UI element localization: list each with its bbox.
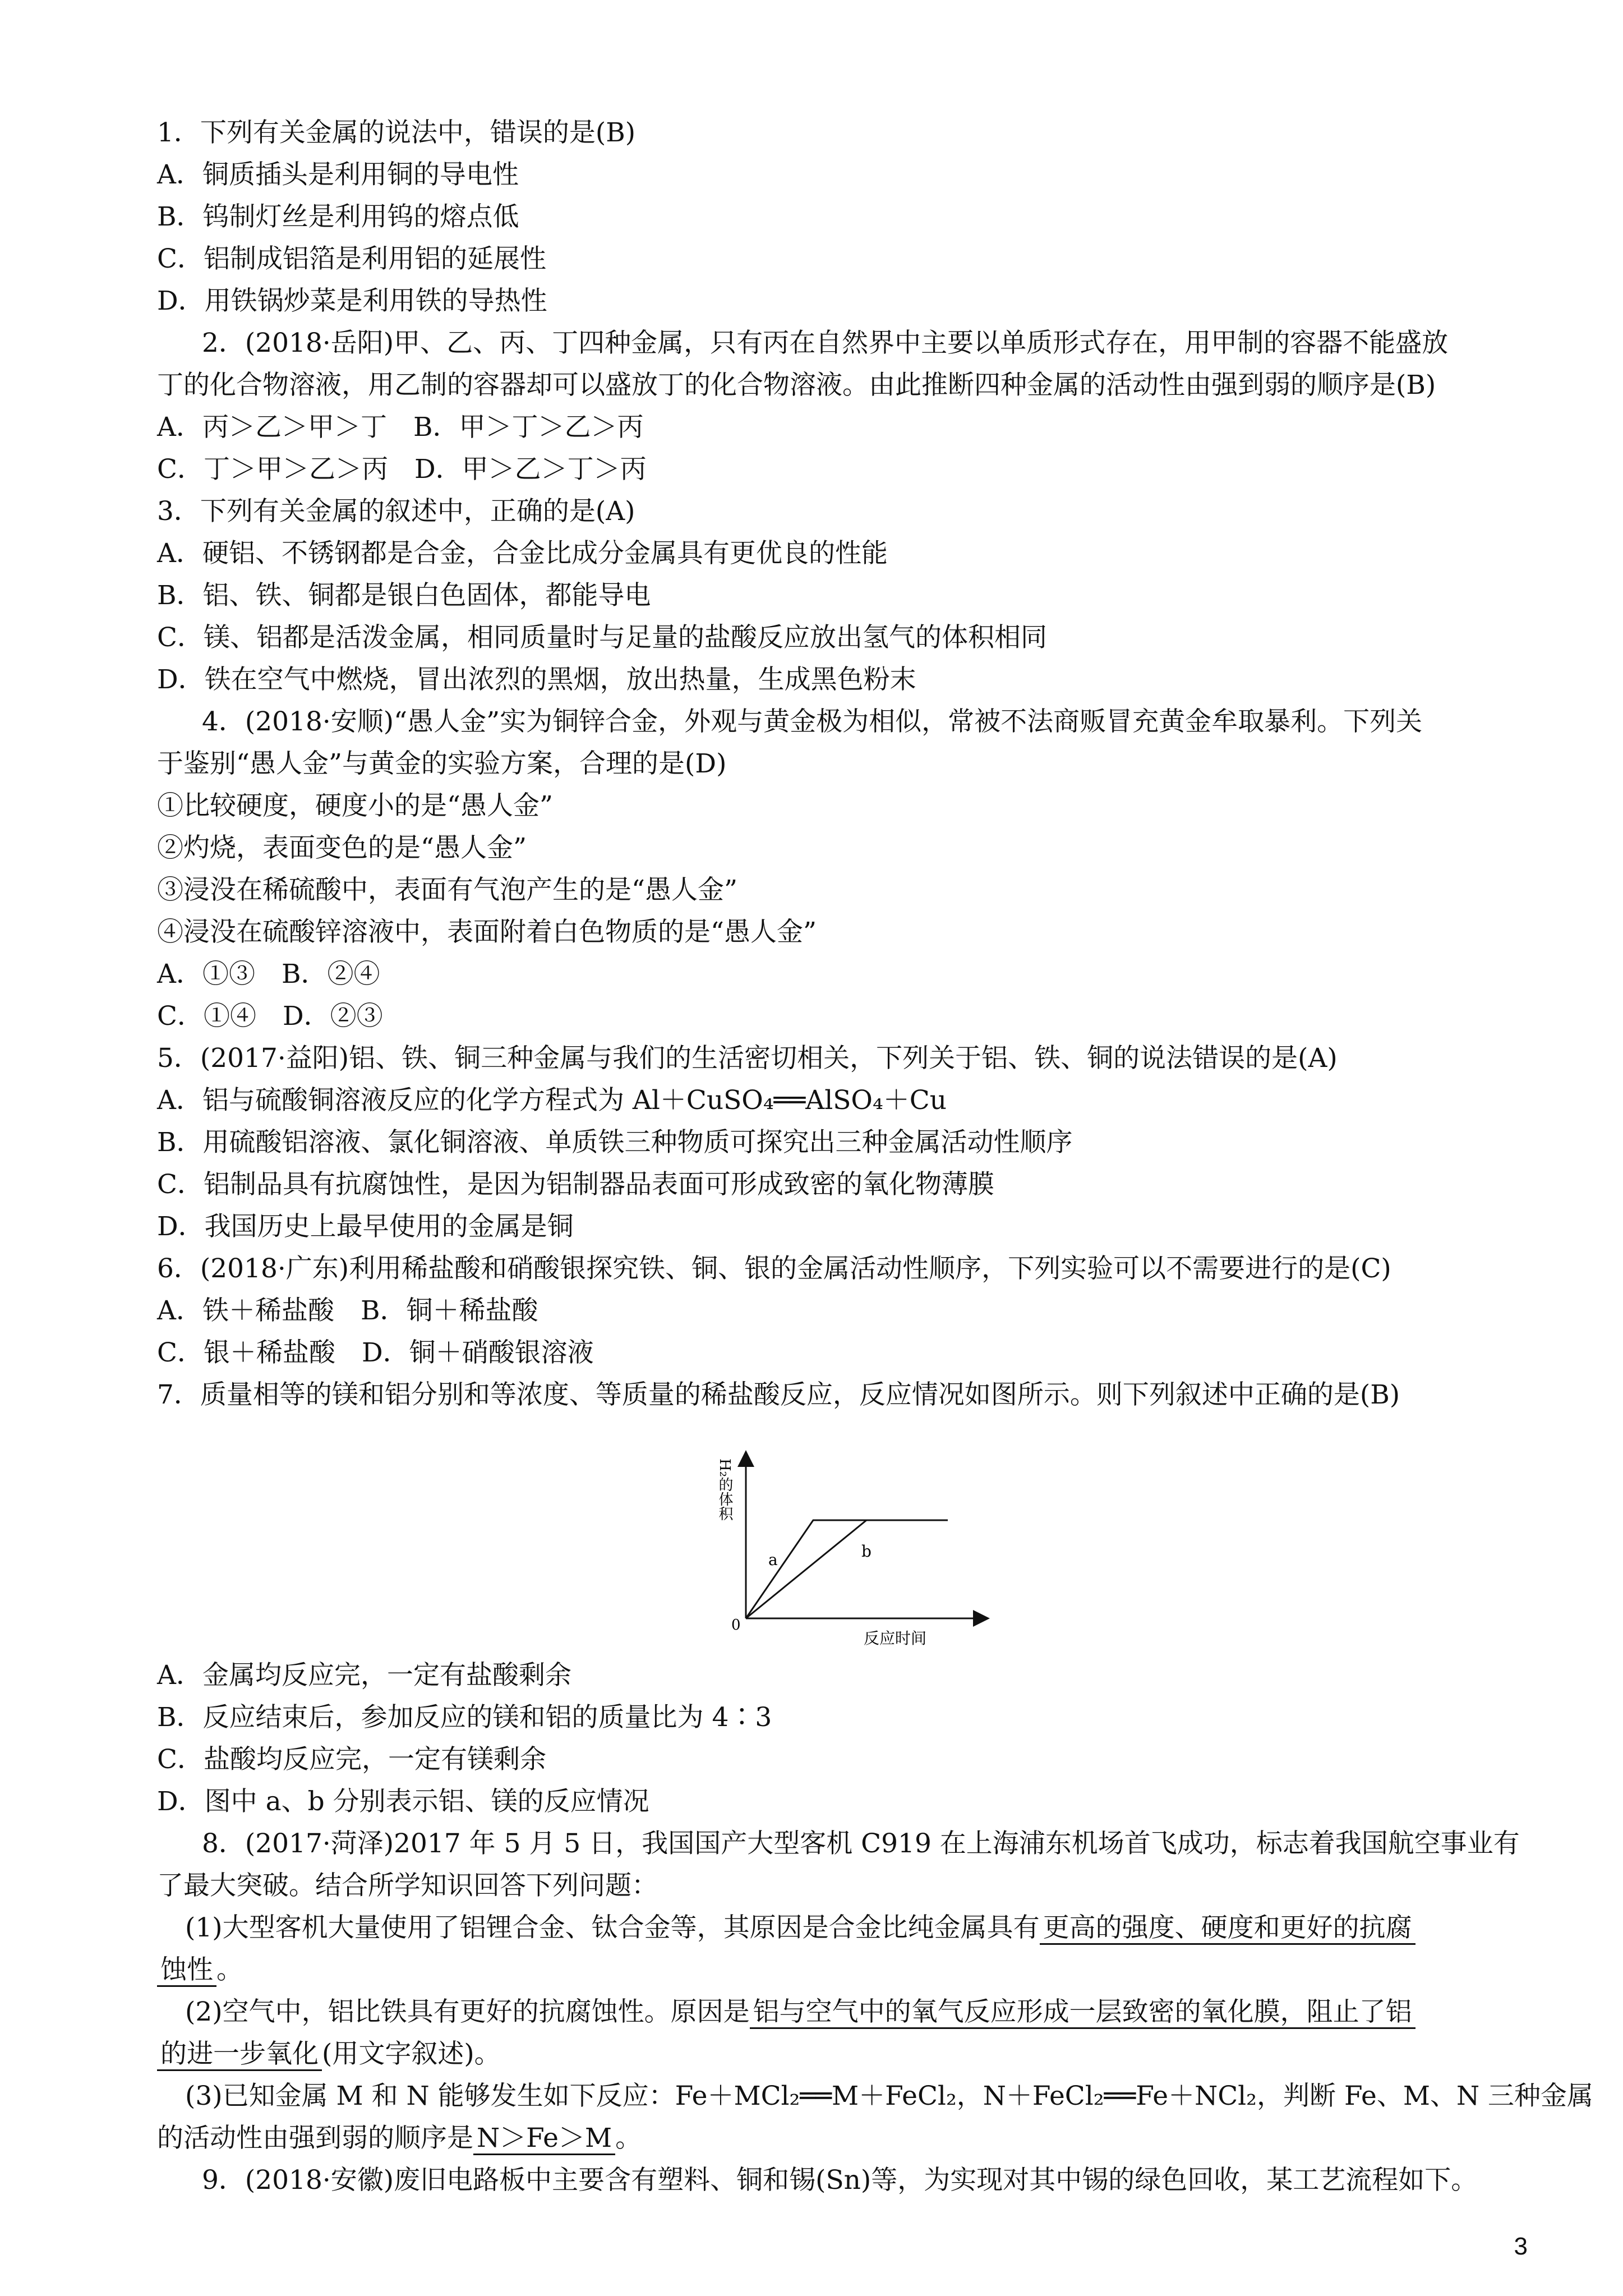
- q1-option-d: D．用铁锅炒菜是利用铁的导热性: [157, 286, 547, 316]
- q8-stem-line2: 了最大突破。结合所学知识回答下列问题：: [157, 1870, 658, 1901]
- q8-part1-answer: 更高的强度、硬度和更好的抗腐: [1040, 1912, 1415, 1945]
- q1-option-b: B．钨制灯丝是利用钨的熔点低: [157, 201, 519, 232]
- q4-stem-line1: 4．(2018·安顺)“愚人金”实为铜锌合金，外观与黄金极为相似，常被不法商贩冒充黄金牟取暴利。下列关: [202, 706, 1423, 737]
- q8-part1-answer-cont: 蚀性: [157, 1954, 216, 1987]
- q8-stem-line1: 8．(2017·菏泽)2017 年 5 月 5 日，我国国产大型客机 C919 在上海浦东机场首飞成功，标志着我国航空事业有: [202, 1828, 1520, 1859]
- q5-option-c: C．铝制品具有抗腐蚀性，是因为铝制器品表面可形成致密的氧化物薄膜: [157, 1169, 994, 1200]
- q6-options-cd: C．银＋稀盐酸 D．铜＋硝酸银溶液: [157, 1337, 594, 1368]
- q1-option-c: C．铝制成铝箔是利用铝的延展性: [157, 243, 546, 274]
- q4-item-4: ④浸没在硫酸锌溶液中，表面附着白色物质的是“愚人金”: [157, 917, 817, 947]
- y-axis-label: H₂的体积: [716, 1458, 733, 1521]
- q7-stem: 7．质量相等的镁和铝分别和等浓度、等质量的稀盐酸反应，反应情况如图所示。则下列叙述中正确的是(B): [157, 1379, 1400, 1410]
- q8-part3-answer: N＞Fe＞M: [473, 2123, 615, 2155]
- q8-part3-question: 的活动性由强到弱的顺序是: [157, 2123, 473, 2154]
- q6-stem: 6．(2018·广东)利用稀盐酸和硝酸银探究铁、铜、银的金属活动性顺序，下列实验可以不需要进行的是(C): [157, 1253, 1391, 1284]
- q4-item-1: ①比较硬度，硬度小的是“愚人金”: [157, 790, 554, 821]
- q4-options-ab: A．①③ B．②④: [157, 959, 380, 990]
- curve-b: [746, 1520, 866, 1618]
- q8-part2-line1: [185, 1996, 1415, 2028]
- q8-part2-question: (2)空气中，铝比铁具有更好的抗腐蚀性。原因是: [185, 1996, 750, 2027]
- q4-item-3: ③浸没在稀硫酸中，表面有气泡产生的是“愚人金”: [157, 875, 738, 905]
- q3-option-d: D．铁在空气中燃烧，冒出浓烈的黑烟，放出热量，生成黑色粉末: [157, 664, 916, 695]
- q8-part2-answer: 铝与空气中的氧气反应形成一层致密的氧化膜，阻止了铝: [750, 1996, 1415, 2029]
- q2-options-ab: A．丙＞乙＞甲＞丁 B．甲＞丁＞乙＞丙: [157, 412, 644, 443]
- q2-options-cd: C．丁＞甲＞乙＞丙 D．甲＞乙＞丁＞丙: [157, 454, 647, 485]
- q7-option-d: D．图中 a、b 分别表示铝、镁的反应情况: [157, 1786, 649, 1817]
- x-axis-label: 反应时间: [864, 1629, 927, 1648]
- q5-option-d: D．我国历史上最早使用的金属是铜: [157, 1211, 574, 1242]
- q8-part1-line2: [157, 1954, 243, 1986]
- q3-option-c: C．镁、铝都是活泼金属，相同质量时与足量的盐酸反应放出氢气的体积相同: [157, 622, 1047, 653]
- q6-options-ab: A．铁＋稀盐酸 B．铜＋稀盐酸: [157, 1295, 538, 1326]
- q8-part1-end: 。: [216, 1954, 243, 1985]
- q1-stem: 1．下列有关金属的说法中，错误的是(B): [157, 117, 636, 148]
- q8-part3-line2: [157, 2122, 642, 2155]
- q2-stem-line1: 2．(2018·岳阳)甲、乙、丙、丁四种金属，只有丙在自然界中主要以单质形式存在，用甲制的容器不能盛放: [202, 328, 1449, 358]
- curve-b-label: b: [861, 1542, 872, 1561]
- q8-part2-answer-cont: 的进一步氧化: [157, 2039, 322, 2071]
- q7-option-a: A．金属均反应完，一定有盐酸剩余: [157, 1660, 571, 1691]
- q8-part2-end: (用文字叙述)。: [322, 2039, 501, 2069]
- h2-volume-graph: [716, 1442, 993, 1649]
- q8-part2-line2: [157, 2038, 501, 2070]
- q5-option-b: B．用硫酸铝溶液、氯化铜溶液、单质铁三种物质可探究出三种金属活动性顺序: [157, 1127, 1073, 1158]
- q3-option-b: B．铝、铁、铜都是银白色固体，都能导电: [157, 580, 651, 611]
- page-number: 3: [1514, 2233, 1528, 2260]
- q8-part1-line1: [185, 1912, 1415, 1944]
- q2-stem-line2: 丁的化合物溶液，用乙制的容器却可以盛放丁的化合物溶液。由此推断四种金属的活动性由强到弱的顺序是(B): [157, 370, 1436, 401]
- q7-option-b: B．反应结束后，参加反应的镁和铝的质量比为 4∶3: [157, 1702, 772, 1733]
- q5-stem: 5．(2017·益阳)铝、铁、铜三种金属与我们的生活密切相关，下列关于铝、铁、铜的说法错误的是(A): [157, 1043, 1338, 1074]
- q3-stem: 3．下列有关金属的叙述中，正确的是(A): [157, 496, 635, 527]
- q4-options-cd: C．①④ D．②③: [157, 1001, 383, 1032]
- q7-option-c: C．盐酸均反应完，一定有镁剩余: [157, 1744, 546, 1775]
- q8-part3-end: 。: [615, 2123, 642, 2154]
- q8-part3-line1: (3)已知金属 M 和 N 能够发生如下反应：Fe＋MCl₂══M＋FeCl₂，N＋FeCl₂══Fe＋NCl₂，判断 Fe、M、N 三种金属: [185, 2081, 1594, 2111]
- q9-stem: 9．(2018·安徽)废旧电路板中主要含有塑料、铜和锡(Sn)等，为实现对其中锡的绿色回收，某工艺流程如下。: [202, 2165, 1478, 2196]
- q3-option-a: A．硬铝、不锈钢都是合金，合金比成分金属具有更优良的性能: [157, 538, 888, 569]
- q1-option-a: A．铜质插头是利用铜的导电性: [157, 159, 519, 190]
- q4-stem-line2: 于鉴别“愚人金”与黄金的实验方案，合理的是(D): [157, 748, 727, 779]
- curve-a-label: a: [768, 1550, 778, 1569]
- origin-label: 0: [731, 1617, 741, 1634]
- q8-part1-question: (1)大型客机大量使用了铝锂合金、钛合金等，其原因是合金比纯金属具有: [185, 1912, 1040, 1943]
- curve-a: [746, 1520, 948, 1618]
- q5-option-a: A．铝与硫酸铜溶液反应的化学方程式为 Al＋CuSO₄══AlSO₄＋Cu: [157, 1085, 947, 1116]
- q4-item-2: ②灼烧，表面变色的是“愚人金”: [157, 832, 527, 863]
